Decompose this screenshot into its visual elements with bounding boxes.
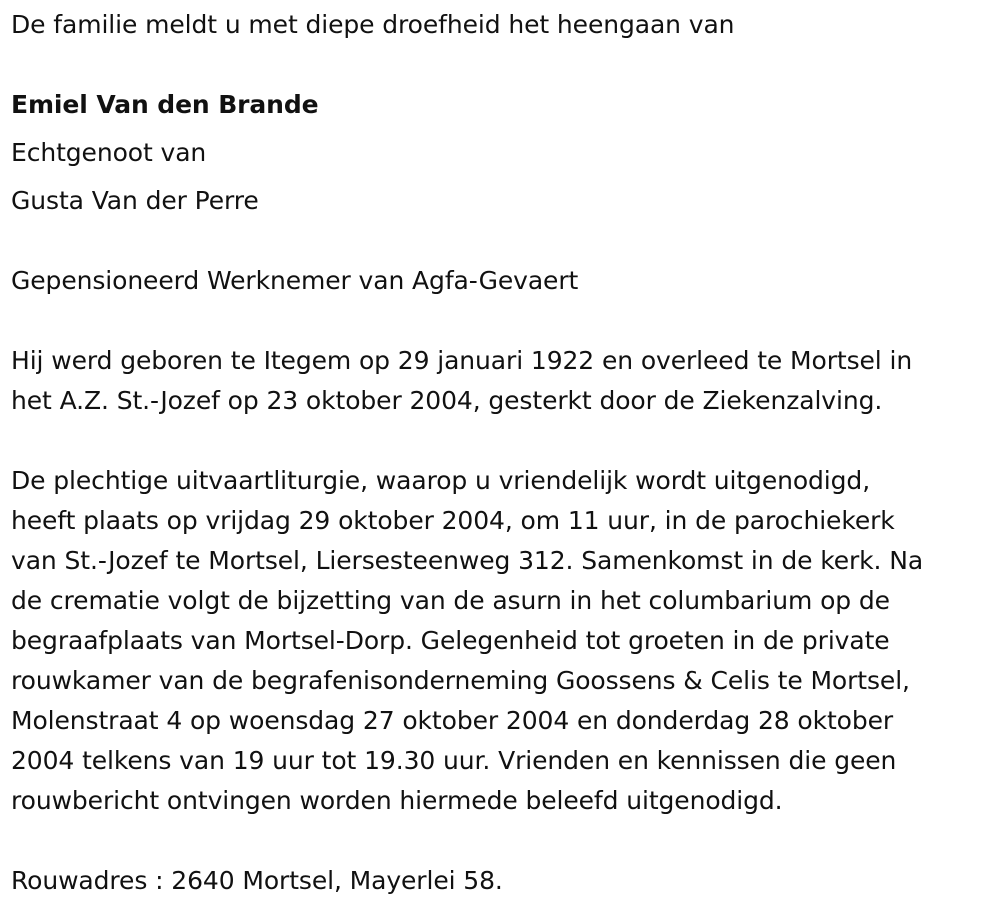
funeral-line: begraafplaats van Mortsel-Dorp. Gelegenheid tot groeten in de private [11, 626, 890, 655]
birth-line: het A.Z. St.-Jozef op 23 oktober 2004, gesterkt door de Ziekenzalving. [11, 386, 883, 415]
funeral-line: rouwkamer van de begrafenisonderneming Goossens & Celis te Mortsel, [11, 666, 910, 695]
funeral-line: van St.-Jozef te Mortsel, Liersesteenweg 312. Samenkomst in de kerk. Na [11, 546, 924, 575]
funeral-line: De plechtige uitvaartliturgie, waarop u vriendelijk wordt uitgenodigd, [11, 466, 871, 495]
funeral-paragraph [11, 461, 923, 821]
spouse-role: Echtgenoot van [11, 138, 207, 167]
funeral-line: heeft plaats op vrijdag 29 oktober 2004, om 11 uur, in de parochiekerk [11, 506, 895, 535]
intro-text: De familie meldt u met diepe droefheid het heengaan van [11, 10, 735, 39]
funeral-line: Molenstraat 4 op woensdag 27 oktober 2004 en donderdag 28 oktober [11, 706, 894, 735]
spouse-name: Gusta Van der Perre [11, 186, 259, 215]
birth-line: Hij werd geboren te Itegem op 29 januari 1922 en overleed te Mortsel in [11, 346, 913, 375]
funeral-line: rouwbericht ontvingen worden hiermede beleefd uitgenodigd. [11, 786, 783, 815]
funeral-line: de crematie volgt de bijzetting van de asurn in het columbarium op de [11, 586, 890, 615]
birth-paragraph [11, 341, 912, 421]
profession-text: Gepensioneerd Werknemer van Agfa-Gevaert [11, 266, 579, 295]
mourning-address: Rouwadres : 2640 Mortsel, Mayerlei 58. [11, 866, 503, 895]
deceased-name: Emiel Van den Brande [11, 90, 319, 119]
funeral-line: 2004 telkens van 19 uur tot 19.30 uur. Vrienden en kennissen die geen [11, 746, 897, 775]
